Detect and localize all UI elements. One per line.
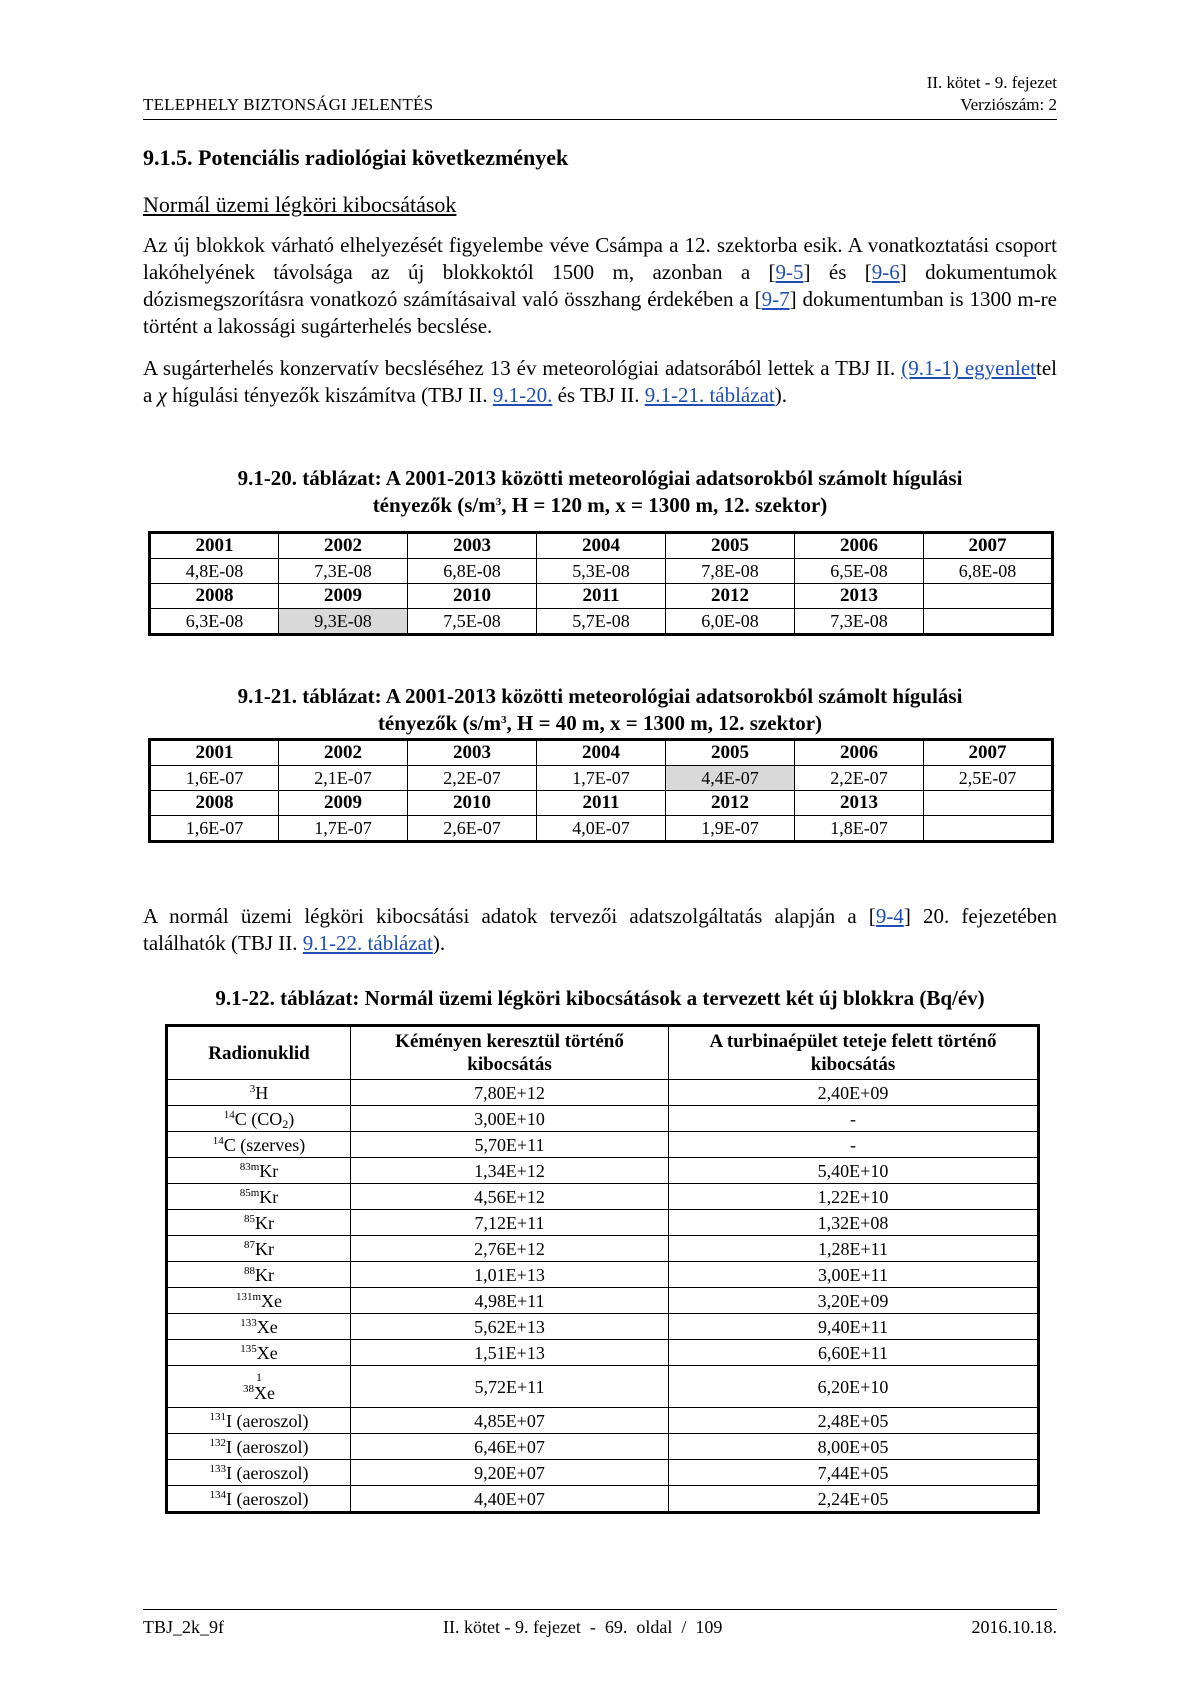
value-cell: 7,3E-08 [279, 559, 408, 584]
chimney-release-cell: 5,72E+11 [351, 1366, 669, 1408]
chimney-release-cell: 6,46E+07 [351, 1434, 669, 1460]
nuclide-symbol: Xe [256, 1316, 278, 1337]
table-21-caption-line-2 [143, 710, 1057, 737]
nuclide-mass-number: 87 [244, 1238, 255, 1251]
year-cell: 2012 [666, 791, 795, 816]
nuclide-mass-number: 85 [244, 1212, 255, 1225]
table-22-caption: 9.1-22. táblázat: Normál üzemi légköri kibocsátások a tervezett két új blokkra (Bq/év) [215, 986, 985, 1010]
year-cell: 2008 [150, 584, 279, 609]
nuclide-symbol: Xe [254, 1382, 275, 1403]
value-cell: 1,6E-07 [150, 766, 279, 791]
para2-text-2: tel a [143, 356, 1057, 407]
nuclide-subscript: 2 [282, 1116, 289, 1131]
nuclide-cell [167, 1210, 351, 1236]
year-cell: 2009 [279, 584, 408, 609]
table-row [150, 559, 1053, 584]
nuclide-mass-number: 131 [209, 1410, 227, 1423]
year-cell: 2008 [150, 791, 279, 816]
nuclide-symbol: Kr [255, 1238, 274, 1259]
table-row [167, 1408, 1039, 1434]
table-21-caption [143, 683, 1057, 737]
value-cell: 7,3E-08 [795, 609, 924, 635]
year-cell: 2004 [537, 533, 666, 559]
chimney-release-cell: 3,00E+10 [351, 1106, 669, 1132]
paragraph-2 [143, 355, 1057, 409]
caption-text: , H = 120 m, x = 1300 m, 12. szektor) [501, 493, 828, 517]
footer-doc-id: TBJ_2k_9f [143, 1617, 224, 1637]
nuclide-symbol: C (szerves) [223, 1134, 306, 1155]
para3-text-1: A normál üzemi légköri kibocsátási adatok tervezői adatszolgáltatás alapján a [ [143, 904, 876, 928]
table-row [167, 1486, 1039, 1513]
value-cell: 1,7E-07 [279, 816, 408, 842]
chi-symbol: χ [157, 383, 167, 407]
nuclide-mass-number: 14 [223, 1108, 235, 1121]
table-row [150, 766, 1053, 791]
year-cell: 2001 [150, 740, 279, 766]
turbine-release-cell: 6,60E+11 [669, 1340, 1039, 1366]
nuclide-mass-number: 88 [244, 1264, 255, 1277]
year-cell: 2007 [924, 533, 1053, 559]
turbine-release-cell: 5,40E+10 [669, 1158, 1039, 1184]
table-20-caption-line-1: 9.1-20. táblázat: A 2001-2013 közötti meteorológiai adatsorokból számolt hígulási [237, 466, 963, 490]
para3-text-2: ] 20. fejezetében találhatók (TBJ II. [143, 904, 1057, 955]
nuclide-symbol: Kr [255, 1264, 274, 1285]
nuclide-cell [167, 1288, 351, 1314]
caption-sup: 3 [501, 714, 507, 726]
table-link-9-1-20[interactable]: 9.1-20. [492, 383, 553, 407]
turbine-release-cell: 3,00E+11 [669, 1262, 1039, 1288]
footer-date: 2016.10.18. [971, 1617, 1057, 1637]
table-row [150, 533, 1053, 559]
nuclide-symbol: Kr [259, 1186, 279, 1207]
empty-cell [924, 609, 1053, 635]
year-cell: 2003 [408, 740, 537, 766]
nuclide-cell [167, 1314, 351, 1340]
nuclide-symbol: I (aeroszol) [226, 1436, 309, 1457]
nuclide-mass-number: 3 [249, 1082, 256, 1095]
year-cell: 2011 [537, 584, 666, 609]
nuclide-symbol: C (CO [234, 1108, 283, 1129]
nuclide-cell [167, 1080, 351, 1106]
ref-link-9-7[interactable]: 9-7 [761, 287, 790, 311]
table-row [167, 1340, 1039, 1366]
paragraph-3 [143, 903, 1057, 957]
value-cell: 7,8E-08 [666, 559, 795, 584]
nuclide-mass-number: 133 [240, 1316, 257, 1329]
table-row [150, 609, 1053, 635]
column-header-nuclide: Radionuklid [167, 1026, 351, 1080]
year-cell: 2006 [795, 533, 924, 559]
turbine-release-cell: 2,48E+05 [669, 1408, 1039, 1434]
nuclide-cell [167, 1434, 351, 1460]
table-20-caption [143, 465, 1057, 519]
nuclide-mass-number: 83m [239, 1160, 260, 1173]
caption-text: tényezők (s/m [377, 711, 501, 735]
paragraph-1 [143, 232, 1057, 340]
chimney-release-cell: 9,20E+07 [351, 1460, 669, 1486]
value-cell: 2,6E-07 [408, 816, 537, 842]
chimney-release-cell: 4,40E+07 [351, 1486, 669, 1513]
year-cell: 2010 [408, 791, 537, 816]
caption-sup: 3 [495, 496, 502, 508]
table-row [167, 1158, 1039, 1184]
nuclide-cell [167, 1486, 351, 1513]
table-22 [165, 1024, 1040, 1514]
table-row [167, 1314, 1039, 1340]
table-21 [148, 738, 1054, 843]
nuclide-cell [167, 1184, 351, 1210]
value-cell: 1,7E-07 [537, 766, 666, 791]
year-cell: 2009 [279, 791, 408, 816]
table-link-9-1-21[interactable]: 9.1-21. táblázat [644, 383, 775, 407]
ref-link-9-5[interactable]: 9-5 [775, 260, 804, 284]
nuclide-mass-number: 14 [212, 1134, 224, 1147]
turbine-release-cell: - [669, 1106, 1039, 1132]
table-row [150, 791, 1053, 816]
nuclide-symbol: Kr [255, 1212, 274, 1233]
section-title: 9.1.5. Potenciális radiológiai következmények [143, 145, 569, 170]
column-header-chimney: Kéményen keresztül történő kibocsátás [351, 1026, 669, 1080]
nuclide-symbol: I (aeroszol) [226, 1462, 309, 1483]
year-cell: 2011 [537, 791, 666, 816]
nuclide-mass-number: 132 [209, 1436, 227, 1449]
table-20-caption-line-2 [143, 492, 1057, 519]
nuclide-cell [167, 1408, 351, 1434]
header-left: TELEPHELY BIZTONSÁGI JELENTÉS [143, 95, 434, 114]
para2-text-3: hígulási tényezők kiszámítva (TBJ II. [166, 383, 493, 407]
nuclide-mass-number: 85m [239, 1186, 260, 1199]
year-cell: 2005 [666, 533, 795, 559]
nuclide-mass-prefix: 1 [256, 1369, 262, 1384]
turbine-release-cell: 3,20E+09 [669, 1288, 1039, 1314]
nuclide-cell [167, 1460, 351, 1486]
nuclide-mass-number: 134 [209, 1488, 227, 1501]
ref-link-9-4[interactable]: 9-4 [875, 904, 904, 928]
value-cell: 1,8E-07 [795, 816, 924, 842]
nuclide-symbol-suffix: ) [288, 1108, 295, 1129]
year-cell: 2001 [150, 533, 279, 559]
table-row [167, 1132, 1039, 1158]
nuclide-mass-number: 38 [243, 1382, 254, 1395]
chimney-release-cell: 1,34E+12 [351, 1158, 669, 1184]
chimney-release-cell: 4,56E+12 [351, 1184, 669, 1210]
year-cell: 2005 [666, 740, 795, 766]
turbine-release-cell: 9,40E+11 [669, 1314, 1039, 1340]
year-cell: 2010 [408, 584, 537, 609]
turbine-release-cell: 1,22E+10 [669, 1184, 1039, 1210]
value-cell: 6,5E-08 [795, 559, 924, 584]
year-cell: 2013 [795, 584, 924, 609]
nuclide-symbol: Xe [261, 1290, 283, 1311]
empty-cell [924, 584, 1053, 609]
turbine-release-cell: 2,24E+05 [669, 1486, 1039, 1513]
ref-link-9-6[interactable]: 9-6 [871, 260, 900, 284]
empty-cell [924, 816, 1053, 842]
header-right [927, 72, 1057, 116]
value-cell: 2,5E-07 [924, 766, 1053, 791]
turbine-release-cell: 6,20E+10 [669, 1366, 1039, 1408]
table-header-row [167, 1026, 1039, 1080]
value-cell: 6,8E-08 [408, 559, 537, 584]
header-rule [143, 119, 1057, 120]
para1-text-3: ] dokumentumok dózismegszorításra vonatkozó számításaival való összhang érdekében a [ [143, 260, 1057, 311]
para2-text-1: A sugárterhelés konzervatív becsléséhez 13 év meteorológiai adatsorából lettek a TBJ II. [143, 356, 902, 380]
nuclide-cell [167, 1158, 351, 1184]
chimney-release-cell: 2,76E+12 [351, 1236, 669, 1262]
value-cell: 6,8E-08 [924, 559, 1053, 584]
turbine-release-cell: 7,44E+05 [669, 1460, 1039, 1486]
caption-text: , H = 40 m, x = 1300 m, 12. szektor) [506, 711, 823, 735]
table-row [167, 1106, 1039, 1132]
nuclide-cell [167, 1236, 351, 1262]
para1-text-4: ] dokumentumban is 1300 m-re történt a lakossági sugárterhelés becslése. [143, 287, 1057, 338]
para1-text-1: Az új blokkok várható elhelyezését figyelembe véve Csámpa a 12. szektorba esik. A vonatkoztatási csoport lakóhelyének távolsága az új blokkoktól 1500 m, azonban a [ [143, 233, 1057, 284]
nuclide-symbol: I (aeroszol) [226, 1410, 309, 1431]
sub-title: Normál üzemi légköri kibocsátások [143, 192, 457, 217]
value-cell: 1,6E-07 [150, 816, 279, 842]
value-cell-max: 4,4E-07 [666, 766, 795, 791]
value-cell: 5,3E-08 [537, 559, 666, 584]
para2-text-4: és TBJ II. [552, 383, 645, 407]
value-cell: 2,2E-07 [795, 766, 924, 791]
nuclide-cell [167, 1340, 351, 1366]
value-cell: 6,0E-08 [666, 609, 795, 635]
table-row [150, 740, 1053, 766]
chimney-release-cell: 1,01E+13 [351, 1262, 669, 1288]
table-row [167, 1080, 1039, 1106]
value-cell: 1,9E-07 [666, 816, 795, 842]
nuclide-mass-number: 133 [209, 1462, 227, 1475]
year-cell: 2002 [279, 740, 408, 766]
value-cell: 4,8E-08 [150, 559, 279, 584]
para1-text-2: ] és [ [803, 260, 872, 284]
nuclide-symbol: Xe [256, 1342, 278, 1363]
year-cell: 2007 [924, 740, 1053, 766]
header-version: Verziószám: 2 [960, 95, 1057, 114]
chimney-release-cell: 7,12E+11 [351, 1210, 669, 1236]
equation-link[interactable]: (9.1-1) egyenlet [901, 356, 1036, 380]
nuclide-mass-number: 135 [240, 1342, 257, 1355]
nuclide-symbol: Kr [259, 1160, 279, 1181]
chimney-release-cell: 7,80E+12 [351, 1080, 669, 1106]
footer-page-number: II. kötet - 9. fejezet - 69. oldal / 109 [443, 1617, 723, 1637]
chimney-release-cell: 4,98E+11 [351, 1288, 669, 1314]
year-cell: 2013 [795, 791, 924, 816]
value-cell: 2,2E-07 [408, 766, 537, 791]
table-row [150, 816, 1053, 842]
table-row [167, 1184, 1039, 1210]
value-cell: 6,3E-08 [150, 609, 279, 635]
nuclide-cell [167, 1132, 351, 1158]
year-cell: 2003 [408, 533, 537, 559]
turbine-release-cell: - [669, 1132, 1039, 1158]
chimney-release-cell: 5,62E+13 [351, 1314, 669, 1340]
nuclide-cell [167, 1366, 351, 1408]
year-cell: 2004 [537, 740, 666, 766]
year-cell: 2006 [795, 740, 924, 766]
chimney-release-cell: 4,85E+07 [351, 1408, 669, 1434]
value-cell: 7,5E-08 [408, 609, 537, 635]
table-row [167, 1434, 1039, 1460]
caption-text: tényezők (s/m [372, 493, 496, 517]
table-link-9-1-22[interactable]: 9.1-22. táblázat [302, 931, 433, 955]
table-row [167, 1460, 1039, 1486]
nuclide-cell [167, 1106, 351, 1132]
value-cell: 4,0E-07 [537, 816, 666, 842]
table-row [167, 1210, 1039, 1236]
year-cell: 2002 [279, 533, 408, 559]
table-row [150, 584, 1053, 609]
footer-rule [143, 1609, 1057, 1610]
turbine-release-cell: 2,40E+09 [669, 1080, 1039, 1106]
turbine-release-cell: 1,32E+08 [669, 1210, 1039, 1236]
nuclide-symbol: H [255, 1082, 269, 1103]
value-cell-max: 9,3E-08 [279, 609, 408, 635]
chimney-release-cell: 5,70E+11 [351, 1132, 669, 1158]
table-21-caption-line-1: 9.1-21. táblázat: A 2001-2013 közötti meteorológiai adatsorokból számolt hígulási [237, 684, 963, 708]
nuclide-symbol: I (aeroszol) [226, 1488, 309, 1509]
column-header-turbine: A turbinaépület teteje felett történő kibocsátás [669, 1026, 1039, 1080]
nuclide-mass-number: 131m [235, 1290, 262, 1303]
turbine-release-cell: 8,00E+05 [669, 1434, 1039, 1460]
year-cell: 2012 [666, 584, 795, 609]
value-cell: 5,7E-08 [537, 609, 666, 635]
table-20 [148, 531, 1054, 636]
para2-text-5: ). [774, 383, 787, 407]
para3-text-3: ). [432, 931, 446, 955]
table-row [167, 1366, 1039, 1408]
nuclide-cell [167, 1262, 351, 1288]
table-row [167, 1288, 1039, 1314]
table-row [167, 1262, 1039, 1288]
empty-cell [924, 791, 1053, 816]
value-cell: 2,1E-07 [279, 766, 408, 791]
table-row [167, 1236, 1039, 1262]
turbine-release-cell: 1,28E+11 [669, 1236, 1039, 1262]
chimney-release-cell: 1,51E+13 [351, 1340, 669, 1366]
header-volume: II. kötet - 9. fejezet [926, 73, 1057, 92]
